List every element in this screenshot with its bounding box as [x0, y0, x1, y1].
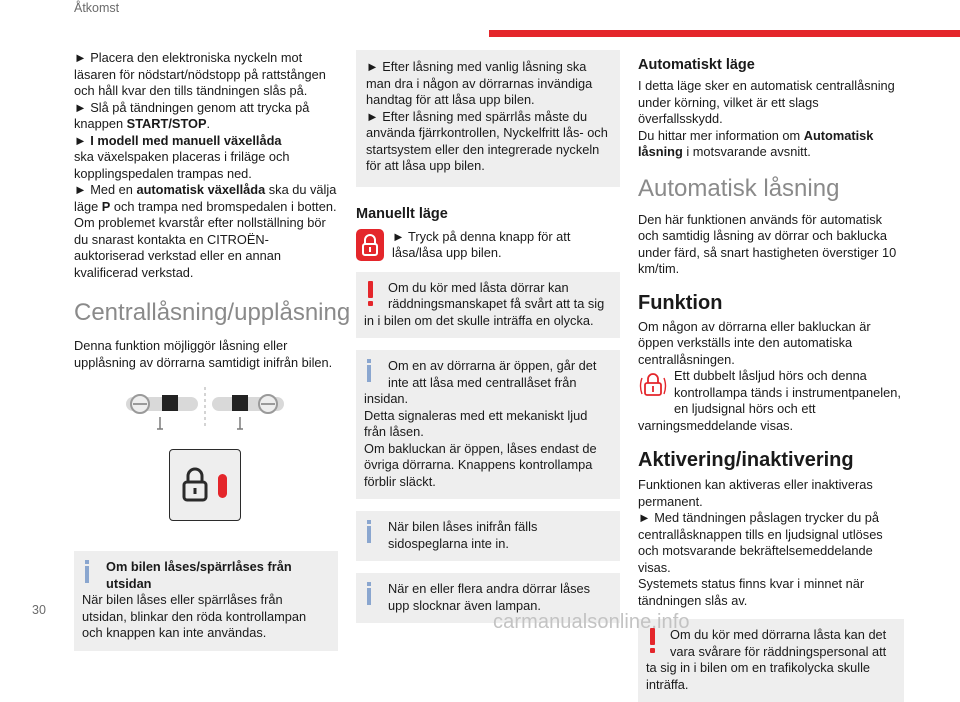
- watermark: carmanualsonline.info: [493, 611, 690, 633]
- activation-heading: Aktivering/inaktivering: [638, 449, 854, 471]
- info-icon: [364, 520, 382, 546]
- unlock-instructions-box: ► Efter låsning med vanlig låsning ska man dra i någon av dörrarnas invändiga handtag för att låsa upp bilen. ► Efter låsning med spärrlås måste du använda fjärrkontrollen, Nyckelfritt lås- och startsystem eller den integrerade nyckeln för att låsa upp bilen.: [356, 50, 620, 187]
- column-3: [638, 50, 904, 702]
- info-box-text: När bilen låses eller spärrlåses från utsidan, blinkar den röda kontrollampan och knappen kan inte användas.: [82, 592, 307, 640]
- info-box-door-open: Om en av dörrarna är öppen, går det inte att låsa med centrallåset från insidan. Detta signaleras med ett mekaniskt ljud från låsen. Om bakluckan är öppen, låses endast de övriga dörrarna. Knappens kontrollampa förblir släckt.: [356, 350, 620, 499]
- lock-button-text: ► Tryck på denna knapp för att låsa/låsa upp bilen.: [392, 228, 571, 260]
- warning-icon: [364, 281, 382, 307]
- warning-box-traffic: Om du kör med dörrarna låsta kan det vara svårare för räddningspersonal att ta sig in i bilen om en trafikolycka skulle inträffa.: [638, 619, 904, 702]
- function-lamp-text: Ett dubbelt låsljud hörs och denna kontrollampa tänds i instrumentpanelen, en ljudsignal hörs och ett varningsmeddelande visas.: [638, 368, 901, 433]
- dashboard-locations-icon: [124, 385, 284, 445]
- lock-icon: [170, 450, 240, 520]
- central-locking-intro: Denna funktion möjliggör låsning eller upplåsning av dörrarna samtidigt inifrån bilen.: [74, 338, 333, 370]
- info-box-lamp: När en eller flera andra dörrar låses upp slocknar även lampan.: [356, 573, 620, 623]
- dashboard-illustration: [124, 385, 284, 445]
- section-title: Åtkomst: [74, 1, 120, 15]
- warning-box-rescue: Om du kör med låsta dörrar kan räddningsmanskapet få svårt att ta sig in i bilen om det skulle inträffa en olycka.: [356, 272, 620, 339]
- info-icon: [82, 560, 100, 586]
- function-text: Om någon av dörrarna eller bakluckan är öppen verkställs inte den automatiska centrallåsningen.: [638, 318, 871, 367]
- info-icon: [364, 582, 382, 608]
- auto-mode-text: I detta läge sker en automatisk centrallåsning under körning, vilket är ett slags överfallsskydd. Du hittar mer information om Automatisk låsning i motsvarande avsnitt.: [638, 78, 895, 159]
- auto-lock-heading: Automatisk låsning: [638, 174, 840, 202]
- auto-mode-heading: Automatiskt läge: [638, 57, 755, 73]
- info-icon: [364, 359, 382, 385]
- activation-text: Funktionen kan aktiveras eller inaktiveras permanent. ► Med tändningen påslagen trycker du på centrallåsknappen tills en ljudsignal utlöses och motsvarande bekräftelsemeddelande visas. Systemets status finns kvar i minnet när tändningen slås av.: [638, 477, 883, 608]
- lock-button-row: [356, 229, 620, 262]
- door-lock-warning-icon: [638, 368, 668, 402]
- central-locking-heading: Centrallåsning/upplåsning: [74, 299, 351, 326]
- function-heading: Funktion: [638, 291, 723, 314]
- emergency-start-instructions: ► Placera den elektroniska nyckeln mot läsaren för nödstart/nödstopp på rattstången och håll kvar den tills tändningen slås på. ► Slå på tändningen genom att trycka på knappen START/STOP. ► I modell med manuell växellåda ska växelspaken placeras i friläge och kopplingspedalen trampas ned. ► Med en automatisk växellåda ska du välja läge P och trampa ned bromspedalen i botten. Om problemet kvarstår efter nollställning bör du snarast kontakta en CITROËN-auktoriserad verkstad eller en annan kvalificerad verkstad.: [74, 50, 337, 280]
- info-box-external-lock: [74, 551, 338, 651]
- info-box-title: Om bilen låses/spärrlåses från utsidan: [106, 559, 292, 591]
- header-accent-bar: [489, 30, 960, 37]
- auto-lock-text: Den här funktionen används för automatisk och samtidig låsning av dörrar och baklucka under färd, så snart hastigheten överstiger 10 km/tim.: [638, 211, 897, 276]
- central-lock-button-illustration: [169, 449, 241, 521]
- page-number: 30: [32, 603, 46, 617]
- column-2: [356, 50, 620, 623]
- lock-button-icon: [356, 229, 384, 261]
- manual-mode-heading: Manuellt läge: [356, 205, 448, 222]
- column-1: [74, 50, 351, 651]
- info-box-mirrors: När bilen låses inifrån fälls sidospeglarna inte in.: [356, 511, 620, 561]
- function-lamp-row: [638, 368, 904, 434]
